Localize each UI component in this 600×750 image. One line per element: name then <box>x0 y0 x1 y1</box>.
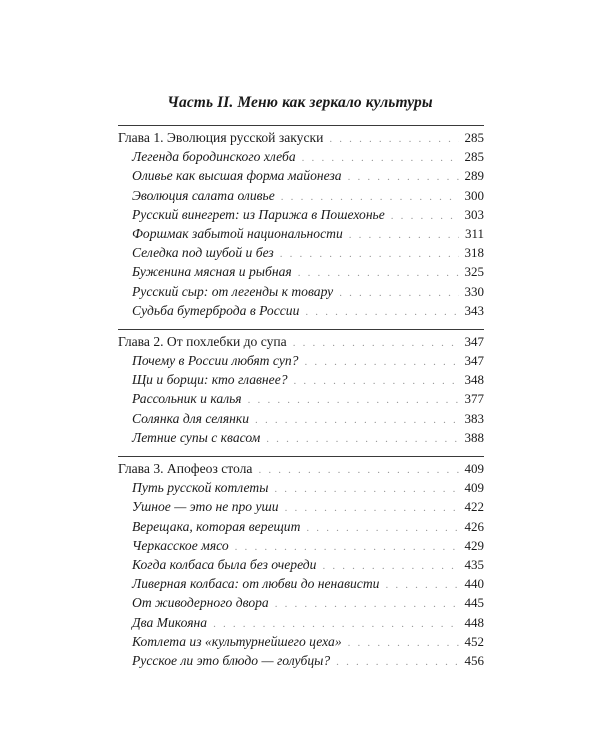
toc-entry-page: 383 <box>464 410 484 426</box>
toc-entry-page: 311 <box>464 225 484 241</box>
toc-entry-title: Русское ли это блюдо — голубцы? <box>132 652 331 668</box>
toc-entry-page: 325 <box>464 264 484 280</box>
chapter-heading-title: Глава 1. Эволюция русской закуски <box>118 130 324 145</box>
toc-entry[interactable] <box>118 497 484 516</box>
dot-leader <box>391 207 459 226</box>
chapter-heading[interactable] <box>118 459 484 478</box>
chapter-heading-title: Глава 2. От похлебки до супа <box>118 333 287 349</box>
chapter-2 <box>118 329 484 447</box>
toc-entry-title: Путь русской котлеты <box>132 480 269 496</box>
toc-entry-page: 440 <box>464 576 484 592</box>
toc-entry-title: Рассольник и калья <box>132 391 242 407</box>
chapter-heading[interactable] <box>118 128 484 147</box>
dot-leader <box>339 284 458 303</box>
toc-entry[interactable] <box>118 262 484 281</box>
toc-entry[interactable] <box>118 632 484 651</box>
dot-leader <box>305 303 458 322</box>
dot-leader <box>255 411 458 430</box>
toc-entry-page: 445 <box>464 595 484 611</box>
toc-entry-title: Летние супы с квасом <box>132 429 261 445</box>
toc-entry[interactable] <box>118 351 484 370</box>
toc-entry-page: 318 <box>464 245 484 261</box>
dot-leader <box>280 245 459 264</box>
dot-leader <box>258 461 458 480</box>
toc-entry[interactable] <box>118 613 484 632</box>
dot-leader <box>306 519 458 538</box>
dot-leader <box>348 634 459 653</box>
toc-entry-title: Щи и борщи: кто главнее? <box>132 372 288 388</box>
chapter-heading-page: 347 <box>464 333 484 349</box>
toc-entry-page: 388 <box>464 429 484 445</box>
toc-entry-title: Два Микояна <box>132 614 208 630</box>
toc-entry-title: Когда колбаса была без очереди <box>132 556 317 572</box>
toc-entry-title: Почему в России любят суп? <box>132 353 299 369</box>
toc-entry-page: 448 <box>464 614 484 630</box>
toc-entry-page: 330 <box>464 283 484 299</box>
toc-entry-title: Верещака, которая верещит <box>132 518 301 534</box>
toc-entry-page: 377 <box>464 391 484 407</box>
dot-leader <box>285 499 459 518</box>
toc-entry-title: Солянка для селянки <box>132 410 250 426</box>
chapter-heading-page: 285 <box>464 130 484 145</box>
toc-entry-page: 348 <box>464 372 484 388</box>
toc-entry[interactable] <box>118 517 484 536</box>
toc-entry-page: 285 <box>464 149 484 165</box>
toc-entry[interactable] <box>118 428 484 447</box>
chapter-heading-title: Глава 3. Апофеоз стола <box>118 461 253 476</box>
toc-entry[interactable] <box>118 651 484 670</box>
toc-entry-page: 343 <box>464 302 484 318</box>
toc-entry-page: 422 <box>464 499 484 515</box>
dot-leader <box>248 391 459 410</box>
toc-entry-title: От живодерного двора <box>132 595 269 611</box>
chapter-heading[interactable] <box>118 332 484 351</box>
toc-entry-page: 409 <box>464 480 484 496</box>
toc-entry-page: 456 <box>464 652 484 668</box>
toc-entry-page: 300 <box>464 187 484 203</box>
dot-leader <box>349 226 459 245</box>
toc-entry[interactable] <box>118 555 484 574</box>
toc-entry-page: 426 <box>464 518 484 534</box>
dot-leader <box>294 372 459 391</box>
toc-entry-page: 435 <box>464 556 484 572</box>
toc-entry-page: 429 <box>464 537 484 553</box>
toc-entry-title: Ливерная колбаса: от любви до ненависти <box>132 576 380 592</box>
toc-entry-page: 452 <box>464 633 484 649</box>
toc-entry-title: Селедка под шубой и без <box>132 245 274 261</box>
toc-entry[interactable] <box>118 409 484 428</box>
toc-entry[interactable] <box>118 593 484 612</box>
toc-entry-page: 347 <box>464 353 484 369</box>
chapter-3 <box>118 456 484 670</box>
dot-leader <box>274 480 458 499</box>
toc-entry-title: Черкасское мясо <box>132 537 229 553</box>
dot-leader <box>275 595 459 614</box>
dot-leader <box>304 353 458 372</box>
chapter-heading-page: 409 <box>464 461 484 476</box>
toc-entry[interactable] <box>118 147 484 166</box>
toc-entry[interactable] <box>118 205 484 224</box>
dot-leader <box>329 130 458 149</box>
toc-entry[interactable] <box>118 389 484 408</box>
toc-entry-page: 303 <box>464 206 484 222</box>
toc-entry-title: Легенда бородинского хлеба <box>132 149 296 165</box>
dot-leader <box>266 430 458 449</box>
toc-entry-title: Котлета из «культурнейшего цеха» <box>132 633 342 649</box>
toc-entry[interactable] <box>118 282 484 301</box>
toc-entry-title: Русский сыр: от легенды к товару <box>132 283 334 299</box>
toc-entry[interactable] <box>118 243 484 262</box>
toc-entry-title: Оливье как высшая форма майонеза <box>132 168 342 184</box>
toc-entry-page: 289 <box>464 168 484 184</box>
toc-entry-title: Буженина мясная и рыбная <box>132 264 292 280</box>
dot-leader <box>385 576 458 595</box>
toc-entry-title: Русский винегрет: из Парижа в Пошехонье <box>132 206 385 222</box>
toc-entry-title: Эволюция салата оливье <box>132 187 275 203</box>
chapter-1 <box>118 125 484 320</box>
dot-leader <box>348 168 459 187</box>
table-of-contents <box>118 125 484 679</box>
toc-entry-title: Ушное — это не про уши <box>132 499 279 515</box>
toc-entry[interactable] <box>118 574 484 593</box>
toc-entry[interactable] <box>118 370 484 389</box>
toc-entry[interactable] <box>118 301 484 320</box>
toc-entry[interactable] <box>118 166 484 185</box>
toc-entry[interactable] <box>118 478 484 497</box>
toc-entry[interactable] <box>118 224 484 243</box>
toc-entry-title: Судьба бутерброда в России <box>132 302 300 318</box>
toc-entry-title: Форшмак забытой национальности <box>132 225 343 241</box>
part-title: Часть II. Меню как зеркало культуры <box>167 94 433 111</box>
dot-leader <box>336 653 458 672</box>
dot-leader <box>293 334 459 353</box>
toc-entry[interactable] <box>118 536 484 555</box>
toc-entry[interactable] <box>118 186 484 205</box>
